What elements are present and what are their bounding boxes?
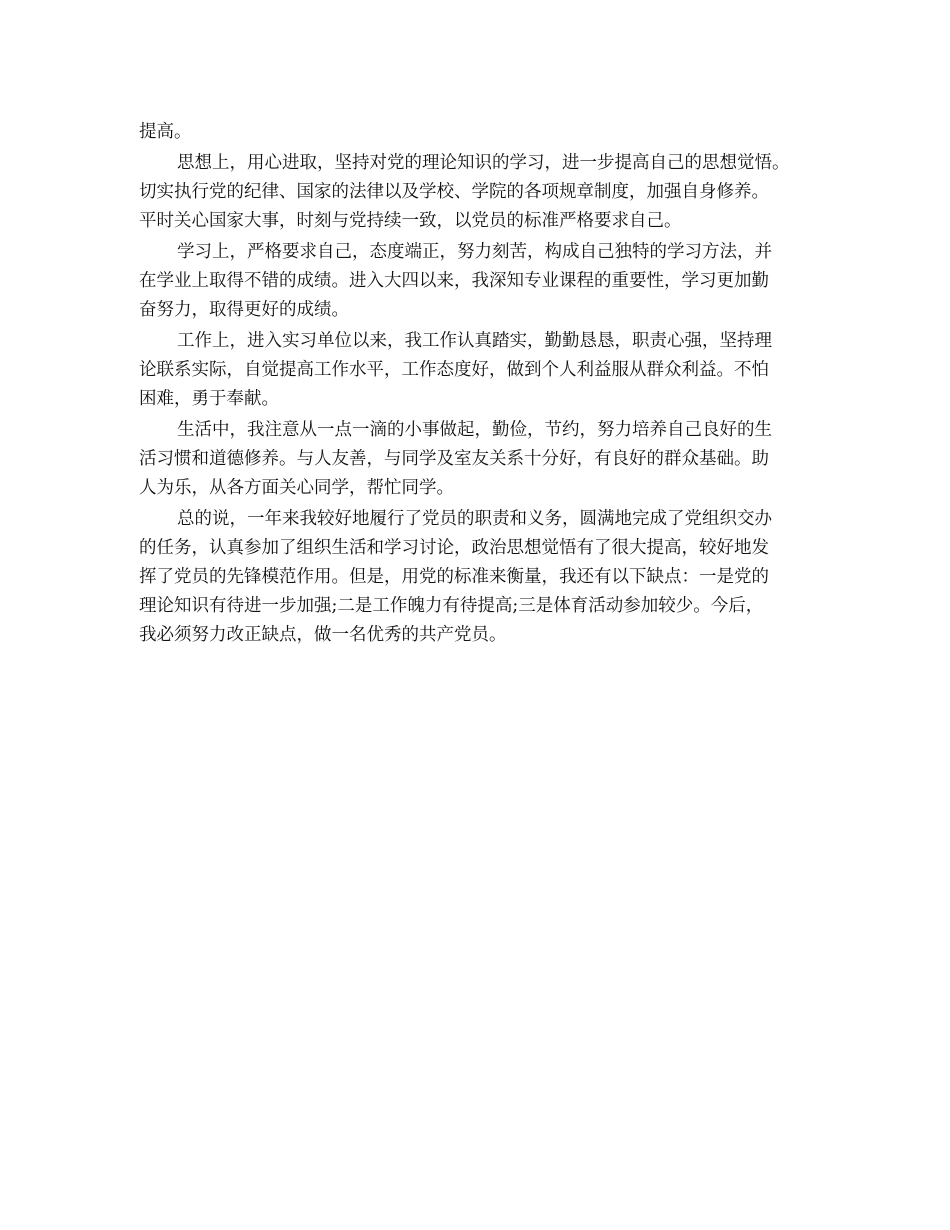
paragraph-thought xyxy=(139,149,819,236)
paragraph-life xyxy=(139,416,819,503)
text-line: 工作上，进入实习单位以来，我工作认真踏实，勤勤恳恳，职责心强，坚持理 xyxy=(177,331,772,351)
text-line: 理论知识有待进一步加强;二是工作魄力有待提高;三是体育活动参加较少。今后， xyxy=(139,596,764,616)
text-line: 我必须努力改正缺点，做一名优秀的共产党员。 xyxy=(139,625,507,645)
document-body xyxy=(139,118,819,652)
text-line: 生活中，我注意从一点一滴的小事做起，勤俭，节约，努力培养自己良好的生 xyxy=(177,420,772,440)
text-line: 论联系实际，自觉提高工作水平，工作态度好，做到个人利益服从群众利益。不怕 xyxy=(139,360,769,380)
text-line: 总的说，一年来我较好地履行了党员的职责和义务，圆满地完成了党组织交办 xyxy=(177,509,772,529)
text-line: 切实执行党的纪律、国家的法律以及学校、学院的各项规章制度，加强自身修养。 xyxy=(139,182,769,202)
text-line: 学习上，严格要求自己，态度端正，努力刻苦，构成自己独特的学习方法，并 xyxy=(177,242,772,262)
text-line: 的任务，认真参加了组织生活和学习讨论，政治思想觉悟有了很大提高，较好地发 xyxy=(139,538,769,558)
text-line: 平时关心国家大事，时刻与党持续一致，以党员的标准严格要求自己。 xyxy=(139,211,682,231)
text-line: 困难，勇于奉献。 xyxy=(139,389,279,409)
text-line: 活习惯和道德修养。与人友善，与同学及室友关系十分好，有良好的群众基础。助 xyxy=(139,449,769,469)
text-line: 思想上，用心进取，坚持对党的理论知识的学习，进一步提高自己的思想觉悟。 xyxy=(177,153,790,173)
text-line: 在学业上取得不错的成绩。进入大四以来，我深知专业课程的重要性，学习更加勤 xyxy=(139,271,769,291)
text-line: 奋努力，取得更好的成绩。 xyxy=(139,300,349,320)
text-line: 人为乐，从各方面关心同学，帮忙同学。 xyxy=(139,478,454,498)
text-line: 提高。 xyxy=(139,122,192,142)
paragraph-work xyxy=(139,327,819,414)
paragraph-continuation xyxy=(139,118,819,147)
text-line: 挥了党员的先锋模范作用。但是，用党的标准来衡量，我还有以下缺点：一是党的 xyxy=(139,567,769,587)
paragraph-study xyxy=(139,238,819,325)
paragraph-summary xyxy=(139,505,819,650)
